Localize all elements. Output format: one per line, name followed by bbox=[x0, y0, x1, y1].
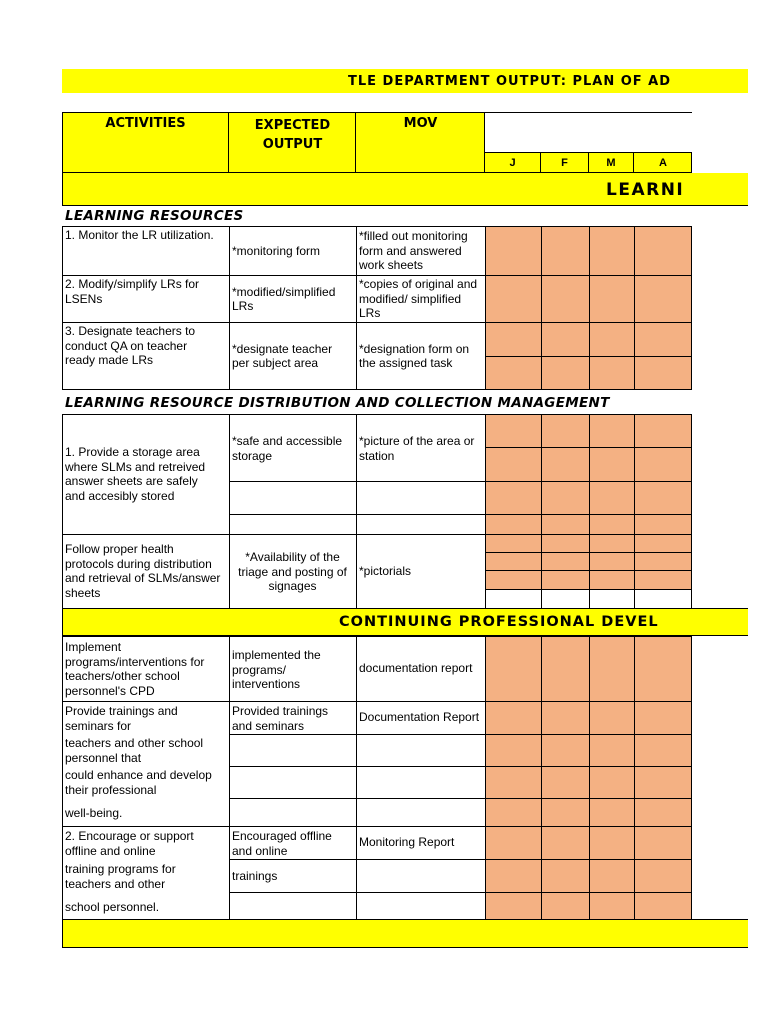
cpd-row2c-f bbox=[541, 766, 590, 799]
cpd-row2a-m bbox=[589, 701, 635, 735]
lr-row2-mov: *copies of original and modified/ simplified LRs bbox=[359, 277, 478, 320]
month-m: M bbox=[589, 153, 634, 173]
month-f: F bbox=[541, 153, 589, 173]
band-learning-label: LEARNI bbox=[606, 180, 685, 200]
header-expected-output: EXPECTED OUTPUT bbox=[254, 118, 331, 152]
lr-row3b-m bbox=[589, 356, 635, 390]
section-learning-resources: LEARNING RESOURCES bbox=[65, 208, 244, 224]
dist-row1b-a bbox=[634, 447, 692, 482]
dist-row1a-a bbox=[634, 414, 692, 448]
cpd-row3a-j bbox=[485, 826, 542, 860]
cpd-row2b-a bbox=[634, 734, 692, 767]
cpd-row3b-f bbox=[541, 859, 590, 893]
cpd-row3-output-line1: Encouraged offline and online bbox=[232, 829, 332, 858]
cpd-row1-f bbox=[541, 636, 590, 702]
dist-row1a-m bbox=[589, 414, 635, 448]
cpd-row3-mov: Monitoring Report bbox=[359, 835, 455, 850]
cpd-row2b-f bbox=[541, 734, 590, 767]
dist-row1-activity: 1. Provide a storage area where SLMs and retreived answer sheets are safely and accesibly stored bbox=[65, 445, 206, 503]
lr-row3-output: *designate teacher per subject area bbox=[232, 341, 333, 370]
cpd-row1-mov: documentation report bbox=[359, 661, 473, 676]
cpd-row2-mov: Documentation Report bbox=[359, 710, 480, 725]
cpd-row3-output-line2: trainings bbox=[232, 869, 278, 883]
cpd-row3b-j bbox=[485, 859, 542, 893]
cpd-row2a-j bbox=[485, 701, 542, 735]
cpd-row2d-a bbox=[634, 798, 692, 827]
lr-row1-activity: 1. Monitor the LR utilization. bbox=[65, 228, 214, 242]
lr-row1-j bbox=[485, 226, 542, 276]
cpd-row1-a bbox=[634, 636, 692, 702]
lr-row2-output: *modified/simplified LRs bbox=[232, 284, 336, 313]
lr-row3-mov: *designation form on the assigned task bbox=[359, 341, 470, 370]
lr-row1-mov: *filled out monitoring form and answered work sheets bbox=[359, 229, 468, 272]
cpd-row3-activity-line1: 2. Encourage or support offline and online bbox=[65, 829, 194, 858]
lr-row3a-f bbox=[541, 322, 590, 357]
dist-row2a-j bbox=[485, 534, 542, 553]
dist-row2a-a bbox=[634, 534, 692, 553]
lr-row3-activity: 3. Designate teachers to conduct QA on teacher ready made LRs bbox=[65, 324, 196, 367]
cpd-row2c-m bbox=[589, 766, 635, 799]
cpd-row1-j bbox=[485, 636, 542, 702]
lr-row3a-a bbox=[634, 322, 692, 357]
cpd-row2b-m bbox=[589, 734, 635, 767]
cpd-row2c-a bbox=[634, 766, 692, 799]
dist-row1d-m bbox=[589, 514, 635, 535]
dist-row2a-m bbox=[589, 534, 635, 553]
cpd-row3a-a bbox=[634, 826, 692, 860]
lr-row3b-a bbox=[634, 356, 692, 390]
cpd-row3-activity-line3: school personnel. bbox=[65, 900, 160, 914]
dist-row1d-f bbox=[541, 514, 590, 535]
lr-row1-m bbox=[589, 226, 635, 276]
dist-row2b-j bbox=[485, 552, 542, 571]
cpd-row3b-a bbox=[634, 859, 692, 893]
dist-row1c-f bbox=[541, 481, 590, 515]
dist-row2b-f bbox=[541, 552, 590, 571]
dist-row1c-m bbox=[589, 481, 635, 515]
dist-row2b-a bbox=[634, 552, 692, 571]
month-a: A bbox=[659, 157, 667, 169]
dist-row1c-j bbox=[485, 481, 542, 515]
dist-row2c-f bbox=[541, 570, 590, 590]
cpd-row2-activity-line3: could enhance and develop their professional bbox=[65, 768, 212, 797]
lr-row3b-j bbox=[485, 356, 542, 390]
band-bottom bbox=[62, 919, 748, 948]
cpd-row2d-f bbox=[541, 798, 590, 827]
lr-row1-a bbox=[634, 226, 692, 276]
dist-row1b-f bbox=[541, 447, 590, 482]
lr-row2-a bbox=[634, 275, 692, 323]
cpd-row2a-a bbox=[634, 701, 692, 735]
lr-row1-output: *monitoring form bbox=[232, 243, 321, 258]
dist-row1a-j bbox=[485, 414, 542, 448]
lr-row2-j bbox=[485, 275, 542, 323]
cpd-row2a-f bbox=[541, 701, 590, 735]
dist-row1d-j bbox=[485, 514, 542, 535]
dist-row2-mov: *pictorials bbox=[359, 564, 412, 579]
header-activities: ACTIVITIES bbox=[105, 116, 186, 131]
cpd-row3b-m bbox=[589, 859, 635, 893]
dist-row2a-f bbox=[541, 534, 590, 553]
dist-row2-activity: Follow proper health protocols during distribution and retrieval of SLMs/answer sheets bbox=[65, 542, 221, 600]
cpd-row1-m bbox=[589, 636, 635, 702]
cpd-row3c-j bbox=[485, 892, 542, 920]
section-lr-distribution: LEARNING RESOURCE DISTRIBUTION AND COLLECTION MANAGEMENT bbox=[65, 395, 610, 411]
dist-row2c-j bbox=[485, 570, 542, 590]
cpd-row2-activity-line2: teachers and other school personnel that bbox=[65, 736, 204, 765]
dist-row2c-m bbox=[589, 570, 635, 590]
lr-row2-activity: 2. Modify/simplify LRs for LSENs bbox=[65, 277, 200, 306]
band-cpd-label: CONTINUING PROFESSIONAL DEVEL bbox=[339, 614, 659, 630]
dist-row1a-f bbox=[541, 414, 590, 448]
dist-row2-output: *Availability of the triage and posting of signages bbox=[238, 550, 347, 593]
cpd-row3a-f bbox=[541, 826, 590, 860]
cpd-row3c-f bbox=[541, 892, 590, 920]
cpd-row1-activity: Implement programs/interventions for teachers/other school personnel's CPD bbox=[65, 640, 205, 698]
dist-row1b-j bbox=[485, 447, 542, 482]
cpd-row1-output: implemented the programs/ interventions bbox=[232, 648, 321, 691]
cpd-row3-activity-line2: training programs for teachers and other bbox=[65, 862, 176, 891]
lr-row1-f bbox=[541, 226, 590, 276]
dist-row1-output: *safe and accessible storage bbox=[232, 434, 343, 463]
dist-row1c-a bbox=[634, 481, 692, 515]
dist-row2c-a bbox=[634, 570, 692, 590]
dist-row1d-a bbox=[634, 514, 692, 535]
cpd-row2-output: Provided trainings and seminars bbox=[232, 704, 329, 733]
dist-row2b-m bbox=[589, 552, 635, 571]
header-mov: MOV bbox=[403, 116, 438, 131]
cpd-row2d-m bbox=[589, 798, 635, 827]
cpd-row3c-a bbox=[634, 892, 692, 920]
lr-row3a-j bbox=[485, 322, 542, 357]
month-j: J bbox=[485, 153, 541, 173]
cpd-row2b-j bbox=[485, 734, 542, 767]
cpd-row2-activity-line4: well-being. bbox=[65, 806, 123, 820]
cpd-row2-activity-line1: Provide trainings and seminars for bbox=[65, 704, 178, 733]
lr-row2-m bbox=[589, 275, 635, 323]
dist-row1-mov: *picture of the area or station bbox=[359, 434, 475, 463]
cpd-row2d-j bbox=[485, 798, 542, 827]
cpd-row2c-j bbox=[485, 766, 542, 799]
cpd-row3c-m bbox=[589, 892, 635, 920]
page-title: TLE DEPARTMENT OUTPUT: PLAN OF AD bbox=[348, 74, 672, 89]
cpd-row3a-m bbox=[589, 826, 635, 860]
dist-row1b-m bbox=[589, 447, 635, 482]
lr-row3a-m bbox=[589, 322, 635, 357]
lr-row2-f bbox=[541, 275, 590, 323]
lr-row3b-f bbox=[541, 356, 590, 390]
